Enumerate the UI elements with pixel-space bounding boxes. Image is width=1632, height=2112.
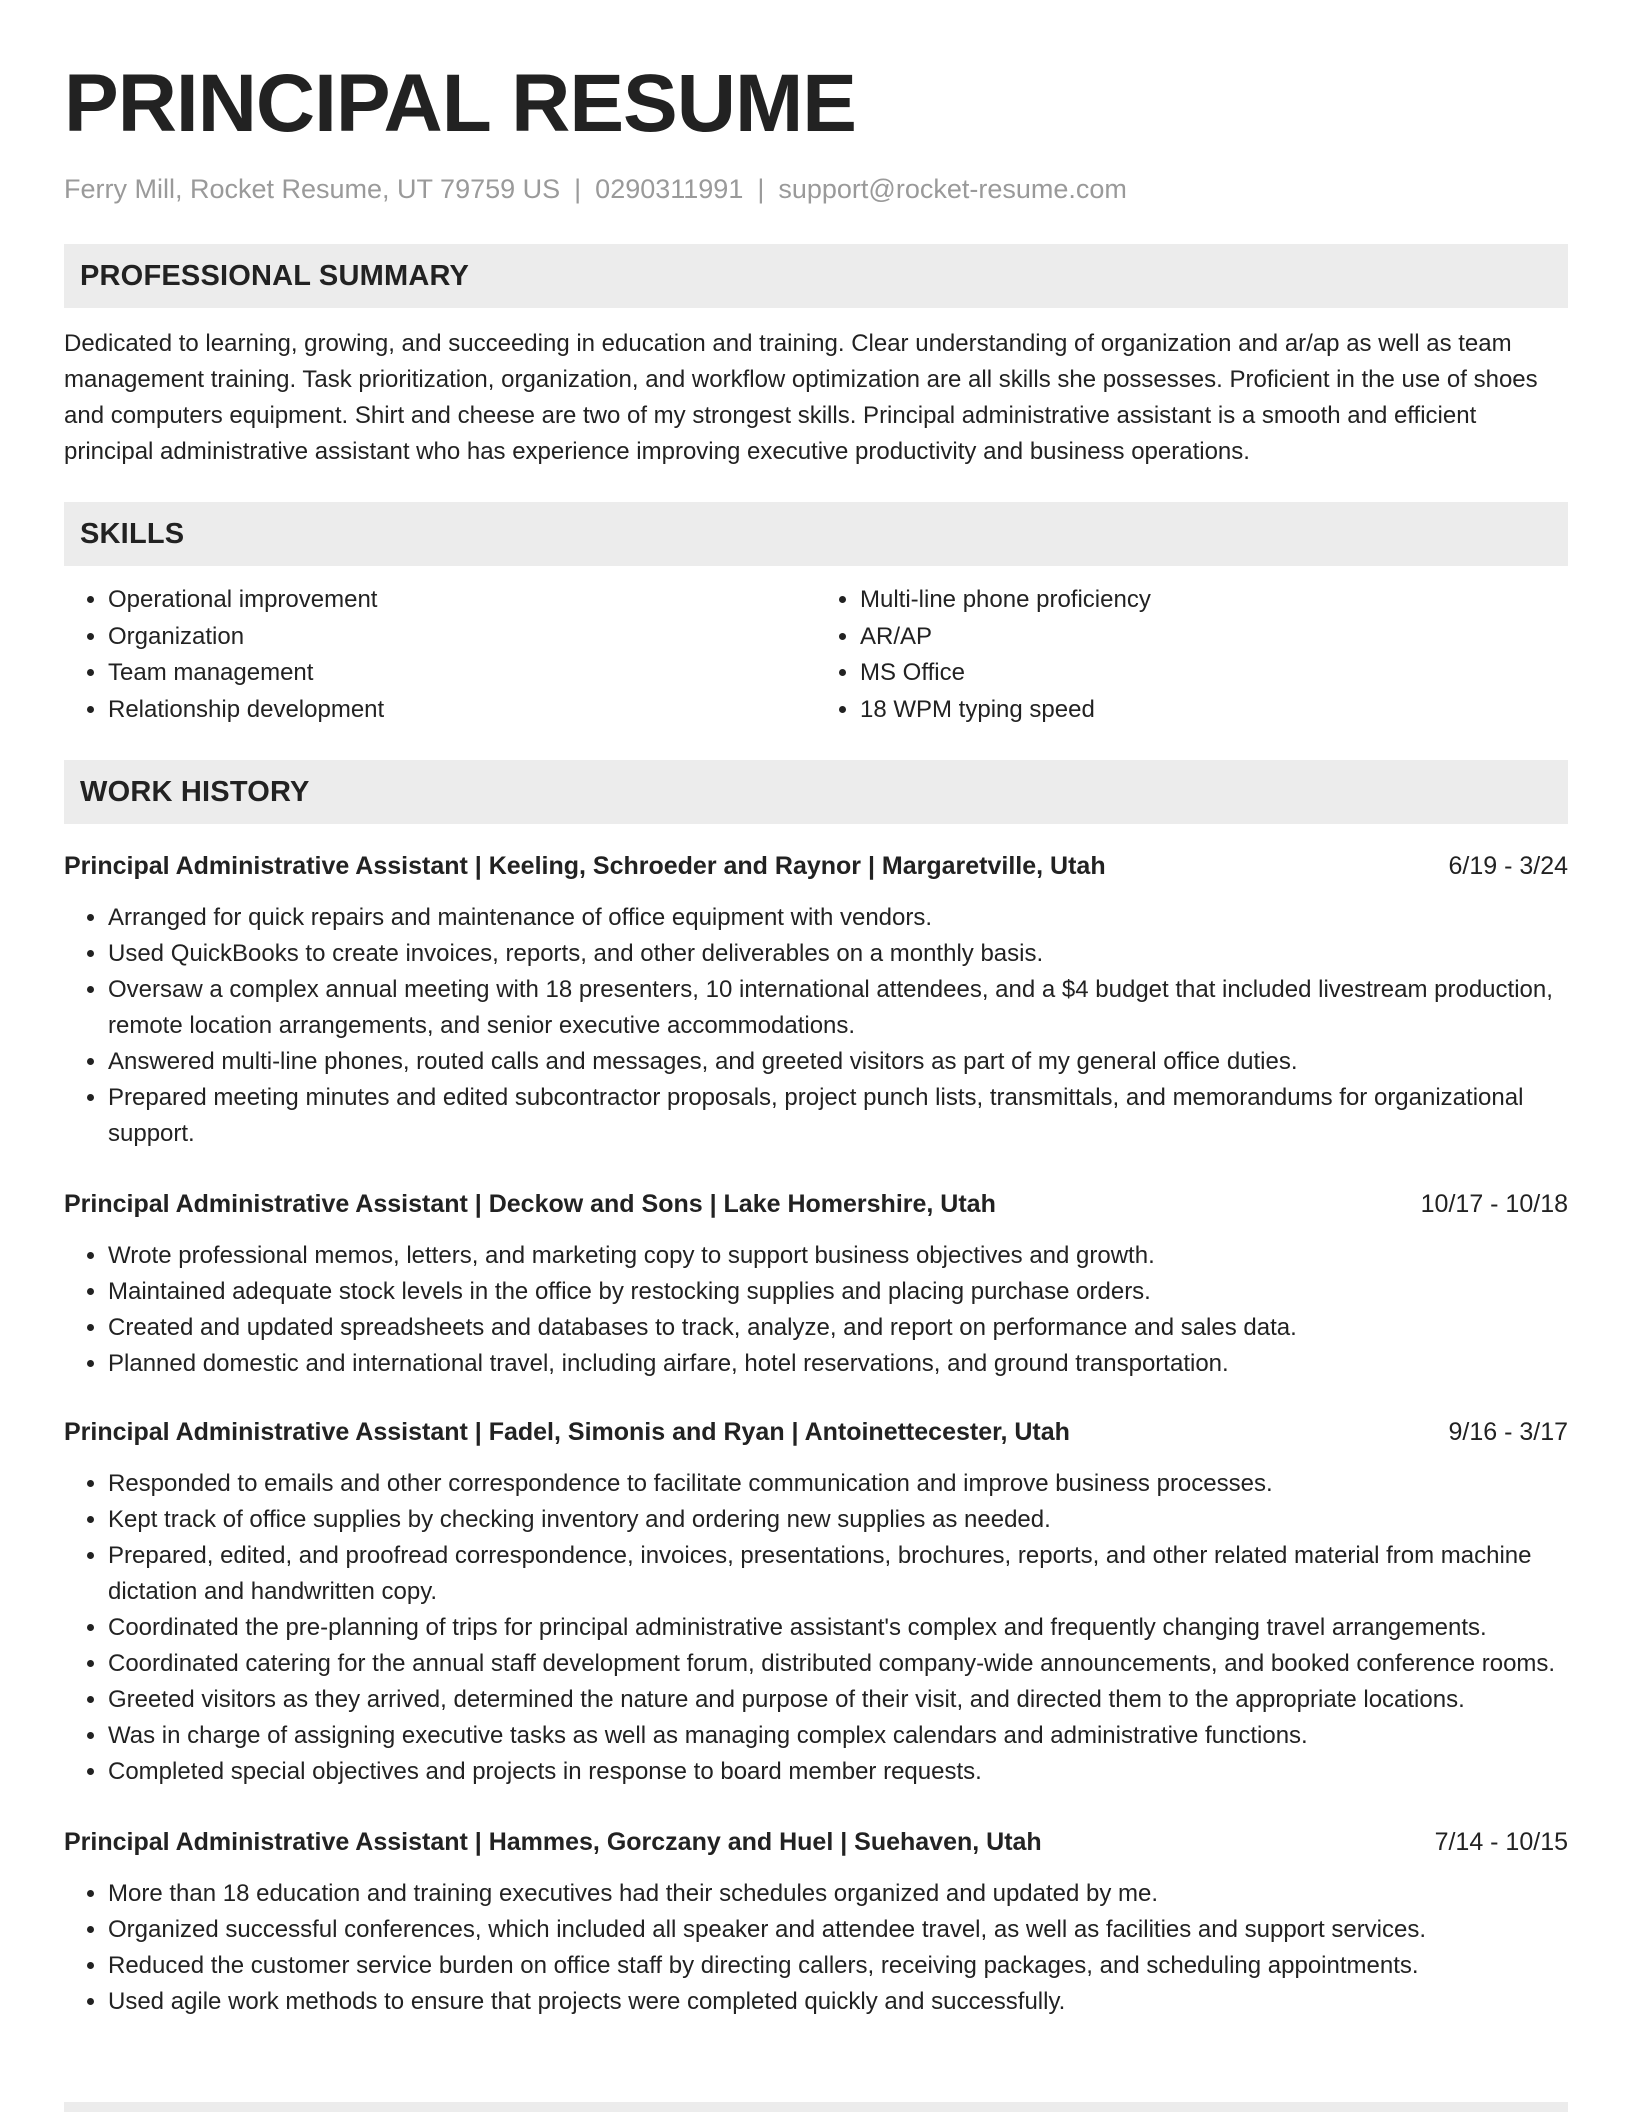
skill-item: • MS Office [860,655,1568,692]
job-dates: 10/17 - 10/18 [1420,1190,1568,1218]
job-bullet: • Maintained adequate stock levels in the office by restocking supplies and placing purchase orders. [108,1274,1568,1310]
job-bullet-list [64,1238,1568,1382]
job-bullet: • Coordinated catering for the annual staff development forum, distributed company-wide announcements, and booked conference rooms. [108,1646,1568,1682]
job-bullet: • Kept track of office supplies by checking inventory and ordering new supplies as needed. [108,1502,1568,1538]
job-title: Principal Administrative Assistant | Keeling, Schroeder and Raynor | Margaretville, Utah [64,852,1106,880]
work-history-section-header: WORK HISTORY [64,760,1568,824]
resume-content [64,56,1568,2020]
work-history-list [64,850,1568,2020]
skill-item: • Operational improvement [108,582,816,619]
skills-list [64,582,1568,728]
job-bullet-list [64,1466,1568,1790]
skills-section-header: SKILLS [64,502,1568,566]
summary-section-header: PROFESSIONAL SUMMARY [64,244,1568,308]
job-bullet: • Completed special objectives and projects in response to board member requests. [108,1754,1568,1790]
job-entry [64,1188,1568,1382]
job-bullet: • Wrote professional memos, letters, and marketing copy to support business objectives and growth. [108,1238,1568,1274]
skill-item: • Team management [108,655,816,692]
job-bullet: • Prepared meeting minutes and edited subcontractor proposals, project punch lists, transmittals, and memorandums for organizational support. [108,1080,1568,1152]
skill-item: • Organization [108,619,816,656]
job-dates: 7/14 - 10/15 [1434,1828,1568,1856]
job-bullet: • Answered multi-line phones, routed calls and messages, and greeted visitors as part of my general office duties. [108,1044,1568,1080]
skills-column-right [816,582,1568,728]
job-bullet: • Used agile work methods to ensure that projects were completed quickly and successfully. [108,1984,1568,2020]
job-bullet: • Coordinated the pre-planning of trips for principal administrative assistant's complex and frequently changing travel arrangements. [108,1610,1568,1646]
job-bullet: • Organized successful conferences, which included all speaker and attendee travel, as well as facilities and support services. [108,1912,1568,1948]
job-bullet: • Greeted visitors as they arrived, determined the nature and purpose of their visit, and directed them to the appropriate locations. [108,1682,1568,1718]
job-entry [64,1826,1568,2020]
job-title: Principal Administrative Assistant | Deckow and Sons | Lake Homershire, Utah [64,1190,996,1218]
job-bullet: • Was in charge of assigning executive tasks as well as managing complex calendars and administrative functions. [108,1718,1568,1754]
job-bullet: • Planned domestic and international travel, including airfare, hotel reservations, and ground transportation. [108,1346,1568,1382]
skill-item: • Relationship development [108,692,816,729]
job-bullet: • Oversaw a complex annual meeting with 18 presenters, 10 international attendees, and a $4 budget that included livestream production, remote location arrangements, and senior executive accommodations. [108,972,1568,1044]
job-bullet: • More than 18 education and training executives had their schedules organized and updated by me. [108,1876,1568,1912]
job-title: Principal Administrative Assistant | Hammes, Gorczany and Huel | Suehaven, Utah [64,1828,1042,1856]
contact-email: support@rocket-resume.com [778,174,1127,204]
skill-item: • Multi-line phone proficiency [860,582,1568,619]
job-bullet: • Reduced the customer service burden on office staff by directing callers, receiving packages, and scheduling appointments. [108,1948,1568,1984]
skill-item: • AR/AP [860,619,1568,656]
contact-address: Ferry Mill, Rocket Resume, UT 79759 US [64,174,561,204]
job-bullet-list [64,1876,1568,2020]
job-bullet: • Prepared, edited, and proofread correspondence, invoices, presentations, brochures, reports, and other related material from machine dictation and handwritten copy. [108,1538,1568,1610]
job-header [64,1826,1568,1858]
contact-separator: | [757,174,765,204]
contact-line [64,172,1568,206]
job-dates: 6/19 - 3/24 [1448,852,1568,880]
job-bullet: • Arranged for quick repairs and maintenance of office equipment with vendors. [108,900,1568,936]
resume-title: PRINCIPAL RESUME [64,58,856,149]
next-section-bar [64,2102,1568,2112]
contact-phone: 0290311991 [595,174,744,204]
skill-item: • 18 WPM typing speed [860,692,1568,729]
job-bullet: • Responded to emails and other correspondence to facilitate communication and improve business processes. [108,1466,1568,1502]
contact-separator: | [574,174,582,204]
job-entry [64,850,1568,1152]
job-entry [64,1416,1568,1790]
job-title: Principal Administrative Assistant | Fadel, Simonis and Ryan | Antoinettecester, Utah [64,1418,1070,1446]
skills-column-left [64,582,816,728]
summary-text: Dedicated to learning, growing, and succeeding in education and training. Clear understanding of organization and ar/ap as well as team management training. Task prioritization, organization, and workflow optimization are all skills she possesses. Proficient in the use of shoes and computers equipment. Shirt and cheese are two of my strongest skills. Principal administrative assistant is a smooth and efficient principal administrative assistant who has experience improving executive productivity and business operations. [64,330,1538,465]
job-bullet-list [64,900,1568,1152]
job-header [64,850,1568,882]
job-dates: 9/16 - 3/17 [1448,1418,1568,1446]
job-bullet: • Created and updated spreadsheets and databases to track, analyze, and report on performance and sales data. [108,1310,1568,1346]
job-header [64,1188,1568,1220]
job-bullet: • Used QuickBooks to create invoices, reports, and other deliverables on a monthly basis. [108,936,1568,972]
job-header [64,1416,1568,1448]
